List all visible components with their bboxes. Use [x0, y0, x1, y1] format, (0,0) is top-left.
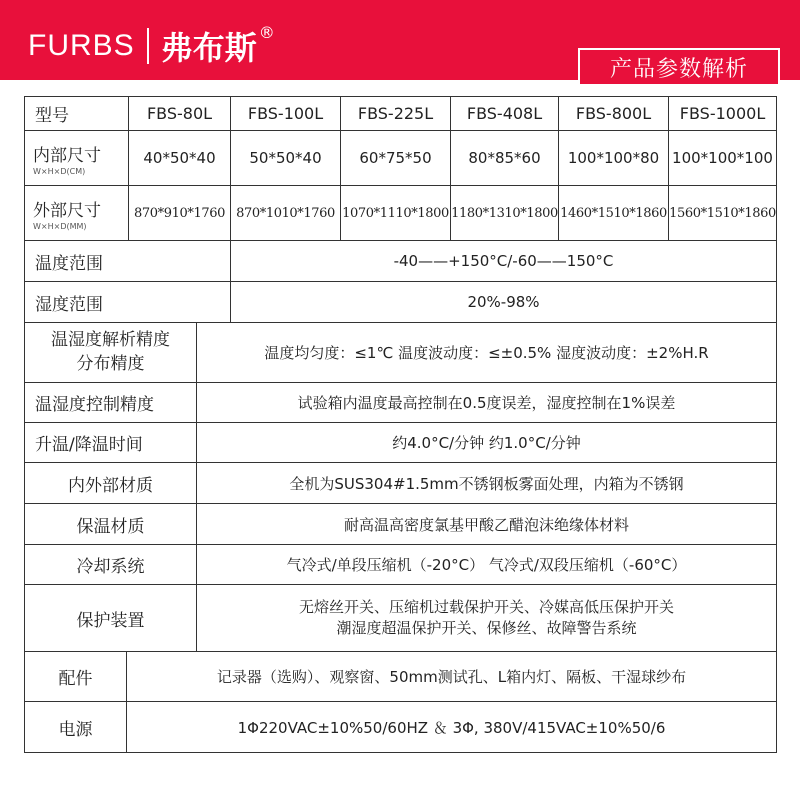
table-row-protection	[25, 585, 776, 652]
model-cell: FBS-1000L	[679, 104, 766, 123]
inner-size-cell: 40*50*40	[129, 131, 231, 185]
outer-size-cell: 1560*1510*1860	[669, 205, 776, 221]
section-banner: 产品参数解析	[578, 48, 780, 86]
control-label: 温湿度控制精度	[25, 383, 197, 422]
insulation-value: 耐高温高密度氯基甲酸乙醋泡沫绝缘体材料	[343, 515, 629, 534]
control-value: 试验箱内温度最高控制在0.5度误差，湿度控制在1%误差	[297, 394, 676, 412]
inner-size-cell: 80*85*60	[451, 131, 559, 185]
inner-size-title: 内部尺寸	[33, 145, 101, 166]
table-row-outer-size	[25, 186, 776, 241]
table-row-control	[25, 383, 776, 423]
brand-divider	[147, 28, 149, 64]
power-value: 1Φ220VAC±10%50/60HZ ＆ 3Φ, 380V/415VAC±10%50/6	[237, 718, 666, 737]
table-row-model	[25, 97, 776, 131]
outer-size-cell: 870*910*1760	[129, 186, 231, 240]
protection-line: 无熔丝开关、压缩机过载保护开关、冷媒高低压保护开关	[298, 598, 674, 616]
outer-size-cell: 870*1010*1760	[231, 186, 341, 240]
brand-latin: FURBS	[28, 29, 135, 62]
model-cell: FBS-408L	[451, 97, 559, 130]
table-row-power	[25, 702, 776, 752]
outer-size-cell: 1070*1110*1800	[341, 186, 451, 240]
humidity-range-value: 20%-98%	[467, 293, 540, 311]
inner-size-cell: 50*50*40	[231, 131, 341, 185]
model-cell: FBS-800L	[559, 97, 669, 130]
precision-label-line: 温湿度解析精度	[51, 329, 170, 350]
table-row-temp-range	[25, 241, 776, 282]
temp-range-value: -40——+150°C/-60——150°C	[393, 252, 614, 270]
inner-size-unit: W×H×D(CM)	[33, 166, 86, 176]
model-cell: FBS-80L	[129, 97, 231, 130]
inner-size-cell: 100*100*100	[672, 149, 773, 167]
outer-size-cell: 1180*1310*1800	[451, 186, 559, 240]
power-label: 电源	[25, 702, 127, 752]
precision-label	[25, 323, 197, 382]
ramp-label: 升温/降温时间	[25, 423, 197, 462]
table-row-humidity-range	[25, 282, 776, 323]
table-row-ramp	[25, 423, 776, 463]
protection-label: 保护装置	[25, 585, 197, 651]
cooling-label: 冷却系统	[25, 545, 197, 584]
table-row-precision	[25, 323, 776, 383]
brand-cjk: 弗布斯	[160, 29, 257, 67]
spec-table	[24, 96, 777, 753]
brand-logo	[28, 22, 275, 70]
accessories-label: 配件	[25, 652, 127, 701]
humidity-range-label: 湿度范围	[25, 282, 231, 322]
material-label: 内外部材质	[25, 463, 197, 503]
model-cell: FBS-225L	[341, 97, 451, 130]
table-row-accessories	[25, 652, 776, 702]
temp-range-label: 温度范围	[25, 241, 231, 281]
protection-value	[197, 585, 776, 651]
inner-size-cell: 100*100*80	[559, 131, 669, 185]
precision-value: 温度均匀度：≤1℃ 温度波动度：≤±0.5% 湿度波动度：±2%H.R	[264, 344, 709, 362]
registered-mark: ®	[258, 22, 275, 42]
table-row-inner-size	[25, 131, 776, 186]
inner-size-label	[25, 131, 129, 185]
table-row-material	[25, 463, 776, 504]
material-value: 全机为SUS304#1.5mm不锈钢板雾面处理，内箱为不锈钢	[289, 474, 684, 493]
precision-label-line: 分布精度	[76, 353, 145, 374]
table-row-cooling	[25, 545, 776, 585]
model-label: 型号	[25, 97, 129, 130]
outer-size-label	[25, 186, 129, 240]
cooling-value: 气冷式/单段压缩机（-20°C） 气冷式/双段压缩机（-60°C）	[286, 556, 687, 574]
table-row-insulation	[25, 504, 776, 545]
accessories-value: 记录器（选购）、观察窗、50mm测试孔、L箱内灯、隔板、干湿球纱布	[216, 668, 687, 686]
protection-line: 潮湿度超温保护开关、保修丝、故障警告系统	[336, 619, 637, 637]
outer-size-cell: 1460*1510*1860	[559, 186, 669, 240]
inner-size-cell: 60*75*50	[341, 131, 451, 185]
outer-size-unit: W×H×D(MM)	[33, 221, 87, 231]
model-cell: FBS-100L	[231, 97, 341, 130]
insulation-label: 保温材质	[25, 504, 197, 544]
ramp-value: 约4.0°C/分钟 约1.0°C/分钟	[392, 434, 581, 452]
outer-size-title: 外部尺寸	[33, 200, 101, 221]
